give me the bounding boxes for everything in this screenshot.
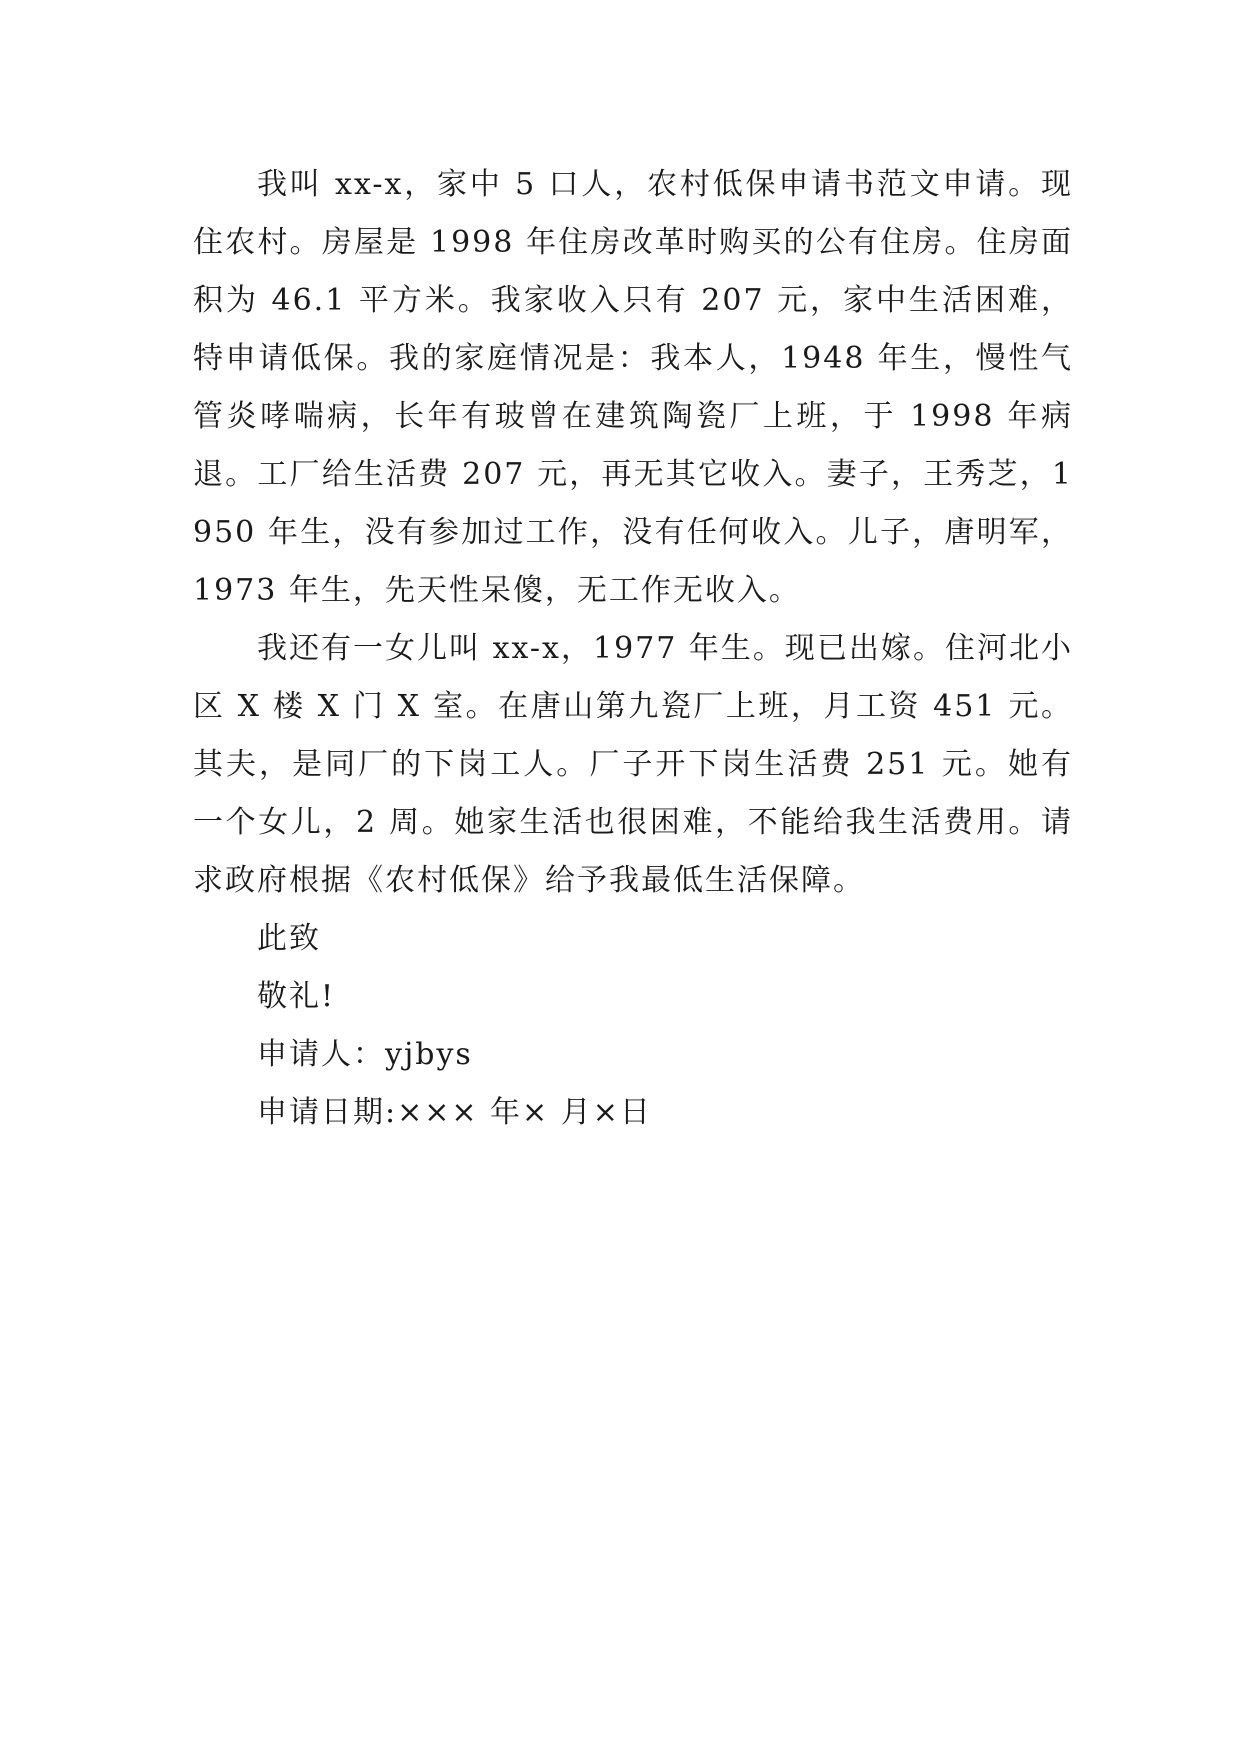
regards: 敬礼! xyxy=(257,979,336,1014)
letter-body xyxy=(193,156,1073,1142)
paragraph-daughter-situation: 我还有一女儿叫 xx-x，1977 年生。现已出嫁。住河北小区 X 楼 X 门 X 室。在唐山第九瓷厂上班，月工资 451 元。其夫，是同厂的下岗工人。厂子开下岗生活费 251 元。她有一个女儿，2 周。她家生活也很困难，不能给我生活费用。请求政府根据《农村低保》给予我最低生活保障。 xyxy=(193,631,1073,898)
applicant-line: 申请人：yjbys xyxy=(257,1037,473,1072)
paragraph-family-situation: 我叫 xx-x，家中 5 口人，农村低保申请书范文申请。现住农村。房屋是 1998 年住房改革时购买的公有住房。住房面积为 46.1 平方米。我家收入只有 207 元，家中生活困难，特申请低保。我的家庭情况是：我本人，1948 年生，慢性气管炎哮喘病，长年有玻曾在建筑陶瓷厂上班，于 1998 年病退。工厂给生活费 207 元，再无其它收入。妻子，王秀芝，1950 年生，没有参加过工作，没有任何收入。儿子，唐明军，1973 年生，先天性呆傻，无工作无收入。 xyxy=(193,167,1073,608)
date-line: 申请日期:××× 年× 月×日 xyxy=(257,1095,652,1130)
salutation: 此致 xyxy=(257,921,321,956)
